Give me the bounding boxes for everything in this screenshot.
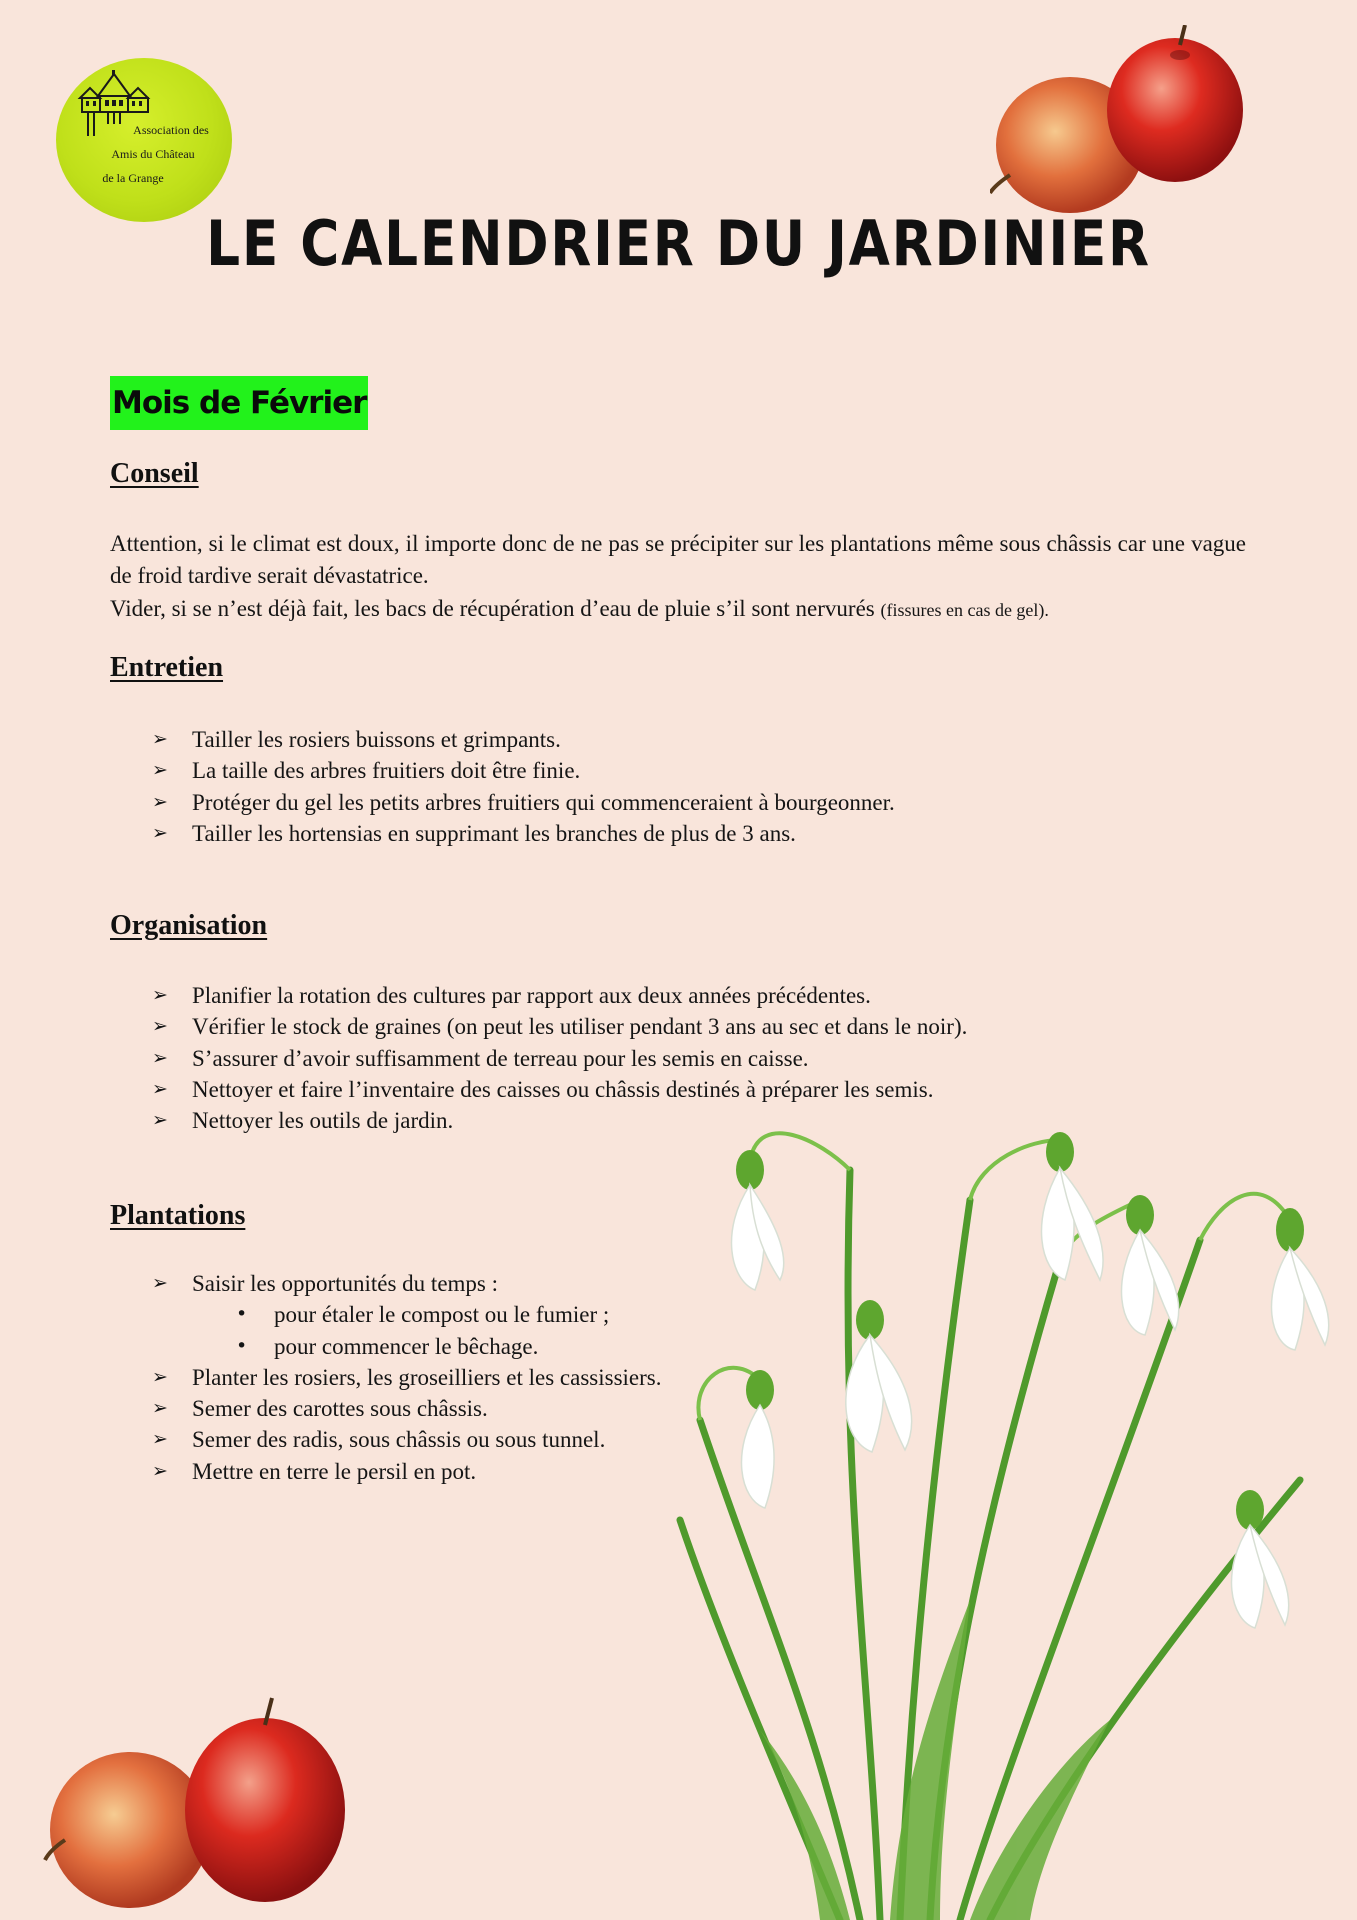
arrow-bullet-icon: ➢ <box>152 1428 168 1451</box>
arrow-bullet-icon: ➢ <box>152 790 168 813</box>
conseil-paragraph-1: Attention, si le climat est doux, il importe donc de ne pas se précipiter sur les plantations même sous châssis car une vague de froid tardive serait dévastatrice. <box>110 531 1246 588</box>
list-item: ➢ La taille des arbres fruitiers doit être finie. <box>150 755 895 786</box>
arrow-bullet-icon: ➢ <box>152 1077 168 1100</box>
dot-bullet-icon: • <box>236 1303 248 1326</box>
arrow-bullet-icon: ➢ <box>152 728 168 750</box>
list-item: ➢ Tailler les rosiers buissons et grimpants. <box>150 724 895 755</box>
list-item: ➢ Saisir les opportunités du temps : <box>150 1268 661 1299</box>
snowdrop-flowers-illustration <box>640 1080 1357 1920</box>
list-item: ➢ Nettoyer et faire l’inventaire des caisses ou châssis destinés à préparer les semis. <box>150 1074 967 1105</box>
organisation-list <box>150 980 967 1136</box>
arrow-bullet-icon: ➢ <box>152 1109 168 1132</box>
logo-text-line1: Association des <box>133 123 209 137</box>
plantations-list <box>150 1268 661 1487</box>
list-item: ➢ Nettoyer les outils de jardin. <box>150 1105 967 1136</box>
list-item: ➢ Protéger du gel les petits arbres fruitiers qui commenceraient à bourgeonner. <box>150 787 895 818</box>
sub-list-item: • pour commencer le bêchage. <box>150 1331 661 1362</box>
entretien-heading: Entretien <box>110 652 224 683</box>
logo-text-line2: Amis du Château <box>111 147 195 161</box>
dot-bullet-icon: • <box>236 1334 248 1357</box>
arrow-bullet-icon: ➢ <box>152 984 168 1006</box>
arrow-bullet-icon: ➢ <box>152 1397 168 1420</box>
page-title: LE CALENDRIER DU JARDINIER <box>206 207 1151 280</box>
arrow-bullet-icon: ➢ <box>152 1459 168 1482</box>
list-item: ➢ Tailler les hortensias en supprimant les branches de plus de 3 ans. <box>150 818 895 849</box>
organisation-heading: Organisation <box>110 910 268 941</box>
month-label: Mois de Février <box>110 376 368 430</box>
apples-illustration-bottom <box>40 1690 370 1920</box>
conseil-paragraph-2-text: Vider, si se n’est déjà fait, les bacs de récupération d’eau de pluie s’il sont nervurés <box>110 596 875 621</box>
arrow-bullet-icon: ➢ <box>152 759 168 782</box>
logo-text-line3: de la Grange <box>102 171 164 185</box>
list-item: ➢ Semer des carottes sous châssis. <box>150 1393 661 1424</box>
plantations-heading: Plantations <box>110 1200 246 1231</box>
association-logo <box>56 58 232 222</box>
apples-illustration <box>990 25 1300 225</box>
list-item: ➢ Semer des radis, sous châssis ou sous tunnel. <box>150 1424 661 1455</box>
conseil-paragraph-2 <box>110 593 1250 627</box>
list-item: ➢ S’assurer d’avoir suffisamment de terreau pour les semis en caisse. <box>150 1043 967 1074</box>
conseil-paragraph-2-note: (fissures en cas de gel). <box>880 600 1049 620</box>
list-item: ➢ Vérifier le stock de graines (on peut les utiliser pendant 3 ans au sec et dans le noir). <box>150 1011 967 1042</box>
arrow-bullet-icon: ➢ <box>152 1046 168 1069</box>
conseil-heading: Conseil <box>110 458 199 489</box>
sub-list-item: • pour étaler le compost ou le fumier ; <box>150 1299 661 1330</box>
list-item: ➢ Planter les rosiers, les groseilliers et les cassissiers. <box>150 1362 661 1393</box>
entretien-list <box>150 724 895 849</box>
list-item: ➢ Mettre en terre le persil en pot. <box>150 1456 661 1487</box>
arrow-bullet-icon: ➢ <box>152 1272 168 1294</box>
arrow-bullet-icon: ➢ <box>152 1015 168 1038</box>
list-item: ➢ Planifier la rotation des cultures par rapport aux deux années précédentes. <box>150 980 967 1011</box>
arrow-bullet-icon: ➢ <box>152 821 168 844</box>
arrow-bullet-icon: ➢ <box>152 1365 168 1388</box>
